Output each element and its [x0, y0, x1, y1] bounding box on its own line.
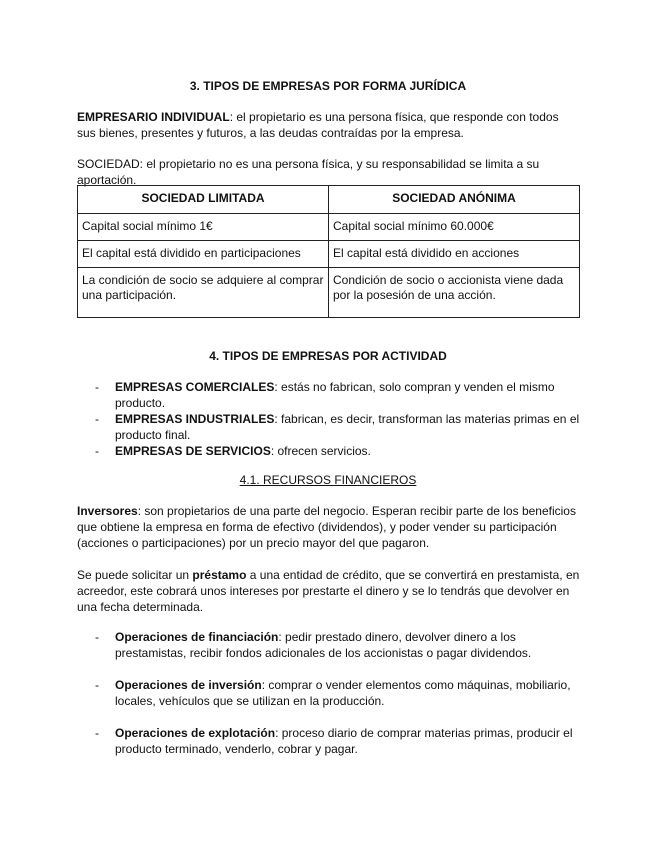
inversores-paragraph	[77, 503, 580, 551]
section-4-1-title: 4.1. RECURSOS FINANCIEROS	[239, 473, 417, 487]
list-item-text: : fabrican, es decir, transforman las materias primas en el producto final.	[115, 412, 580, 442]
list-item-text: : pedir prestado dinero, devolver dinero a los prestamistas, recibir fondos adicionales de los accionistas o pagar dividendos.	[115, 630, 532, 660]
empresario-individual-text: : el propietario es una persona física, que responde con todos sus bienes, presentes y futuros, a las deudas contraídas por la empresa.	[77, 110, 559, 140]
dash-bullet: -	[95, 444, 99, 458]
table-row	[78, 241, 580, 268]
table-cell: Capital social mínimo 60.000€	[329, 214, 580, 241]
list-item	[77, 411, 580, 443]
list-item	[77, 725, 580, 757]
table-cell: El capital está dividido en participaciones	[78, 241, 329, 268]
empresario-individual-paragraph	[77, 109, 580, 141]
list-item-label: EMPRESAS COMERCIALES	[115, 380, 275, 394]
table-header-anonima: SOCIEDAD ANÓNIMA	[329, 186, 580, 214]
list-item-text: : ofrecen servicios.	[270, 444, 371, 458]
dash-bullet: -	[95, 630, 99, 644]
prestamo-pre-text: Se puede solicitar un	[77, 568, 193, 582]
activity-list	[77, 379, 580, 459]
sociedad-comparison-table	[77, 185, 580, 318]
section-3-title: 3. TIPOS DE EMPRESAS POR FORMA JURÍDICA	[189, 79, 467, 93]
list-item-label: EMPRESAS INDUSTRIALES	[115, 412, 275, 426]
inversores-text: : son propietarios de una parte del negocio. Esperan recibir parte de los beneficios que obtiene la empresa en forma de efectivo (dividendos), y poder vender su participación (acciones o participaciones) por un precio mayor del que pagaron.	[77, 504, 576, 550]
list-item-label: EMPRESAS DE SERVICIOS	[115, 444, 271, 458]
sociedad-paragraph: SOCIEDAD: el propietario no es una persona física, y su responsabilidad se limita a su aportación.	[77, 157, 540, 187]
list-item-label: Operaciones de explotación	[115, 726, 276, 740]
table-cell: Condición de socio o accionista viene dada por la posesión de una acción.	[329, 268, 580, 318]
table-cell: Capital social mínimo 1€	[78, 214, 329, 241]
list-item-text: : estás no fabrican, solo compran y venden el mismo producto.	[115, 380, 555, 410]
dash-bullet: -	[95, 412, 99, 426]
table-header-limitada: SOCIEDAD LIMITADA	[78, 186, 329, 214]
empresario-individual-label: EMPRESARIO INDIVIDUAL	[77, 110, 230, 124]
prestamo-post-text: a una entidad de crédito, que se convertirá en prestamista, en acreedor, este cobrará unos intereses por prestarte el dinero y se lo tendrás que devolver en una fecha determinada.	[77, 568, 580, 614]
dash-bullet: -	[95, 678, 99, 692]
inversores-label: Inversores	[77, 504, 138, 518]
section-4-title: 4. TIPOS DE EMPRESAS POR ACTIVIDAD	[209, 349, 447, 363]
list-item	[77, 443, 580, 459]
prestamo-paragraph	[77, 567, 580, 615]
list-item-text: : comprar o vender elementos como máquinas, mobiliario, locales, vehículos que se utilizan en la producción.	[115, 678, 571, 708]
list-item-label: Operaciones de inversión	[115, 678, 262, 692]
table-cell: El capital está dividido en acciones	[329, 241, 580, 268]
table-cell: La condición de socio se adquiere al comprar una participación.	[78, 268, 329, 318]
table-row	[78, 214, 580, 241]
dash-bullet: -	[95, 380, 99, 394]
dash-bullet: -	[95, 726, 99, 740]
list-item-text: : proceso diario de comprar materias primas, producir el producto terminado, venderlo, cobrar y pagar.	[115, 726, 573, 756]
prestamo-label: préstamo	[192, 568, 247, 582]
table-header-row	[78, 186, 580, 214]
list-item	[77, 629, 580, 661]
list-item-label: Operaciones de financiación	[115, 630, 279, 644]
table-row	[78, 268, 580, 318]
list-item	[77, 677, 580, 709]
list-item	[77, 379, 580, 411]
operations-list	[77, 629, 580, 757]
